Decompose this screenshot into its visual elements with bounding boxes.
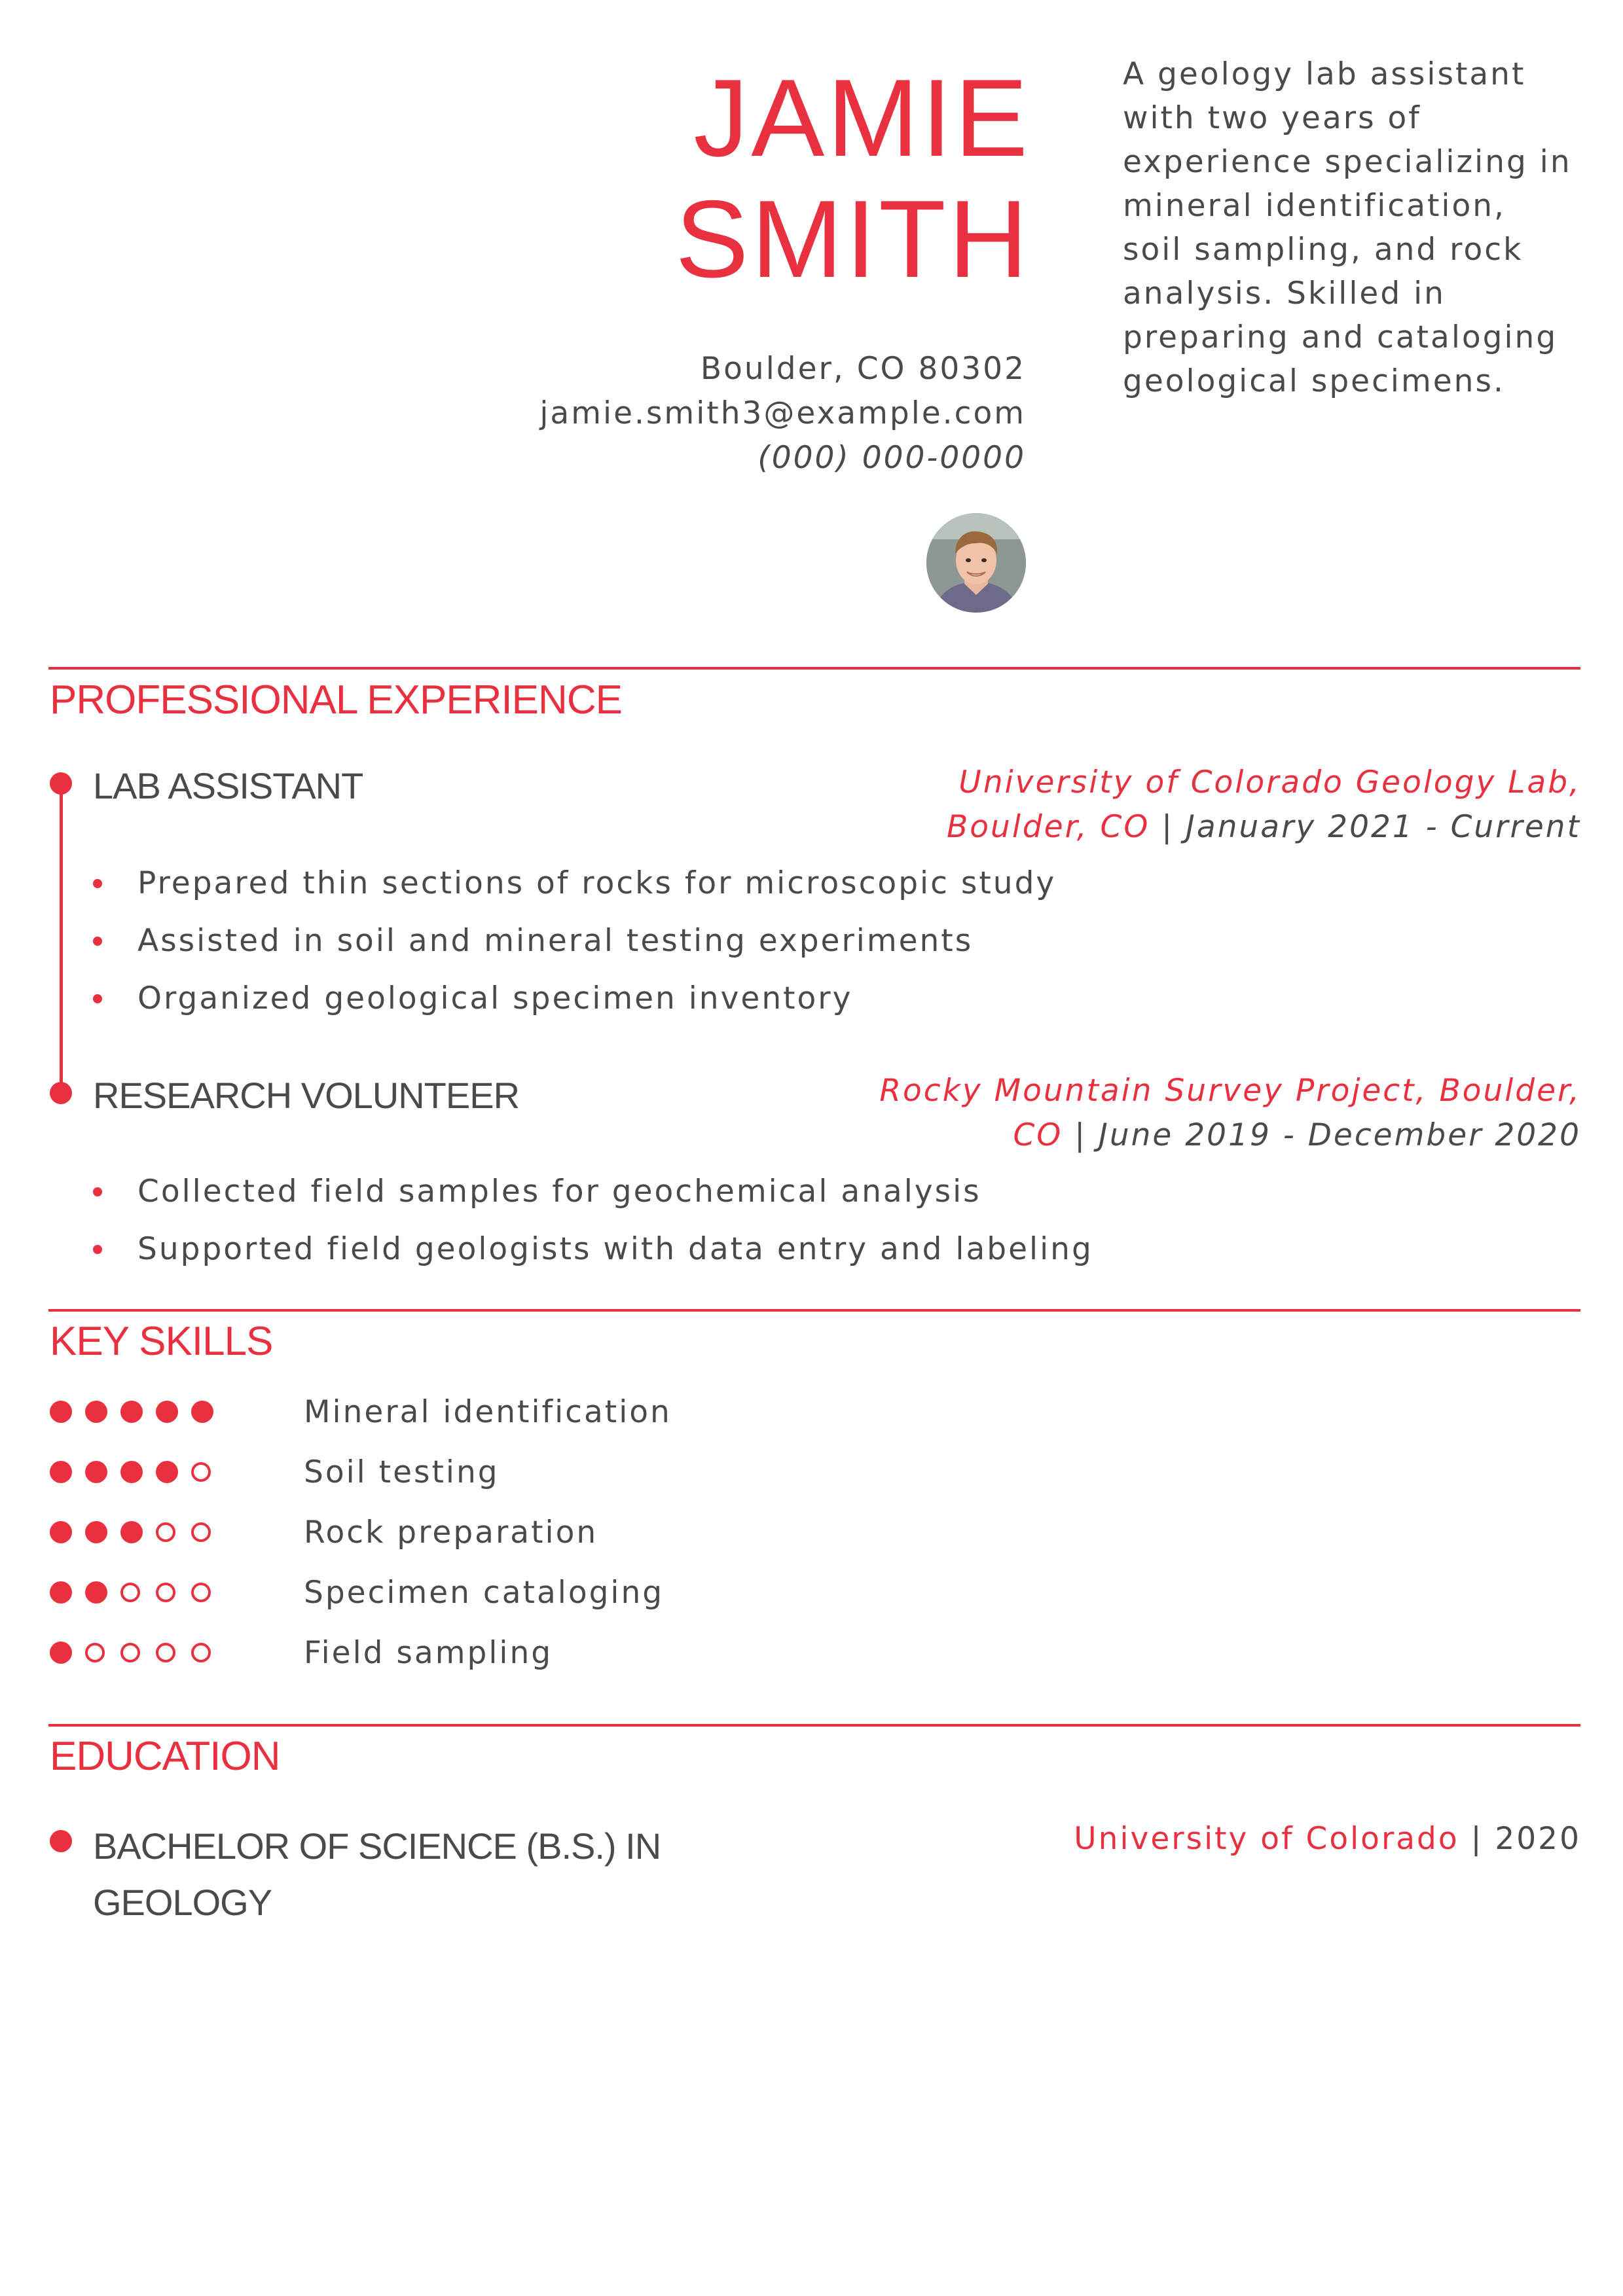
skill-name: Specimen cataloging bbox=[304, 1575, 665, 1611]
job-dates: June 2019 - December 2020 bbox=[1098, 1117, 1581, 1153]
rating-dot-empty bbox=[156, 1643, 175, 1662]
skill-name: Mineral identification bbox=[304, 1394, 672, 1430]
rating-dot-empty bbox=[191, 1522, 211, 1542]
meta-separator: | bbox=[1150, 809, 1186, 845]
rating-dot-filled bbox=[50, 1461, 72, 1483]
education-meta bbox=[1074, 1821, 1581, 1857]
list-item: Assisted in soil and mineral testing experiments bbox=[93, 912, 1056, 970]
rating-dot-filled bbox=[156, 1461, 178, 1483]
rating-dot-empty bbox=[120, 1643, 140, 1662]
skill-rating bbox=[50, 1461, 220, 1484]
rating-dot-empty bbox=[191, 1462, 211, 1482]
email[interactable]: jamie.smith3@example.com bbox=[539, 395, 1026, 431]
rating-dot-empty bbox=[156, 1583, 175, 1602]
education-heading: EDUCATION bbox=[50, 1734, 280, 1779]
rating-dot-filled bbox=[50, 1581, 72, 1604]
job-meta bbox=[947, 761, 1581, 850]
avatar-icon bbox=[926, 513, 1026, 613]
skill-rating bbox=[50, 1521, 220, 1545]
address: Boulder, CO 80302 bbox=[700, 351, 1026, 387]
skill-rating bbox=[50, 1581, 220, 1605]
job-bullets bbox=[93, 1163, 1093, 1278]
rating-dot-filled bbox=[50, 1401, 72, 1423]
rating-dot-filled bbox=[156, 1401, 178, 1423]
timeline-dot bbox=[50, 1082, 72, 1104]
candidate-name bbox=[675, 58, 1030, 300]
rating-dot-filled bbox=[120, 1461, 143, 1483]
professional-summary: A geology lab assistant with two years of experience specializing in mineral identification, soil sampling, and rock analysis. Skilled in preparing and cataloging geological specimens. bbox=[1123, 56, 1572, 399]
job-bullets bbox=[93, 855, 1056, 1028]
skills-heading: KEY SKILLS bbox=[50, 1319, 273, 1364]
rating-dot-empty bbox=[191, 1643, 211, 1662]
job-meta bbox=[879, 1069, 1581, 1158]
list-item: Prepared thin sections of rocks for microscopic study bbox=[93, 855, 1056, 912]
rating-dot-empty bbox=[156, 1522, 175, 1542]
rating-dot-empty bbox=[191, 1583, 211, 1602]
rating-dot-filled bbox=[85, 1521, 107, 1543]
list-item: Supported field geologists with data entry and labeling bbox=[93, 1221, 1093, 1278]
rating-dot-filled bbox=[191, 1401, 213, 1423]
list-item: Collected field samples for geochemical analysis bbox=[93, 1163, 1093, 1221]
rating-dot-filled bbox=[85, 1581, 107, 1604]
graduation-year: 2020 bbox=[1495, 1821, 1581, 1857]
degree: BACHELOR OF SCIENCE (B.S.) IN GEOLOGY bbox=[93, 1825, 661, 1923]
rating-dot-empty bbox=[85, 1643, 105, 1662]
rating-dot-filled bbox=[85, 1401, 107, 1423]
timeline-dot bbox=[50, 772, 72, 795]
employer-location: Boulder, CO bbox=[947, 809, 1150, 845]
contact-block bbox=[539, 347, 1026, 480]
employer-location: CO bbox=[1013, 1117, 1063, 1153]
rating-dot-filled bbox=[120, 1401, 143, 1423]
meta-separator: | bbox=[1459, 1821, 1495, 1857]
experience-heading: PROFESSIONAL EXPERIENCE bbox=[50, 677, 622, 723]
rating-dot-filled bbox=[120, 1521, 143, 1543]
job-title: RESEARCH VOLUNTEER bbox=[93, 1075, 520, 1116]
skill-rating bbox=[50, 1641, 220, 1665]
profile-photo bbox=[926, 513, 1026, 613]
employer: Rocky Mountain Survey Project, Boulder, bbox=[879, 1073, 1581, 1109]
first-name: JAMIE bbox=[693, 56, 1030, 179]
skill-name: Rock preparation bbox=[304, 1515, 598, 1551]
rating-dot-filled bbox=[85, 1461, 107, 1483]
rating-dot-filled bbox=[50, 1641, 72, 1664]
skill-name: Soil testing bbox=[304, 1454, 500, 1490]
phone[interactable]: (000) 000-0000 bbox=[757, 440, 1026, 476]
education-dot bbox=[50, 1830, 72, 1852]
job-title: LAB ASSISTANT bbox=[93, 765, 363, 806]
meta-separator: | bbox=[1063, 1117, 1099, 1153]
skill-name: Field sampling bbox=[304, 1635, 553, 1671]
school: University of Colorado bbox=[1074, 1821, 1459, 1857]
section-divider bbox=[48, 667, 1580, 670]
list-item: Organized geological specimen inventory bbox=[93, 970, 1056, 1028]
section-divider bbox=[48, 1309, 1580, 1312]
skill-rating bbox=[50, 1401, 220, 1424]
job-dates: January 2021 - Current bbox=[1186, 809, 1581, 845]
section-divider bbox=[48, 1724, 1580, 1727]
last-name: SMITH bbox=[675, 177, 1030, 300]
rating-dot-empty bbox=[120, 1583, 140, 1602]
rating-dot-filled bbox=[50, 1521, 72, 1543]
timeline-line bbox=[60, 783, 63, 1092]
employer: University of Colorado Geology Lab, bbox=[958, 764, 1581, 800]
